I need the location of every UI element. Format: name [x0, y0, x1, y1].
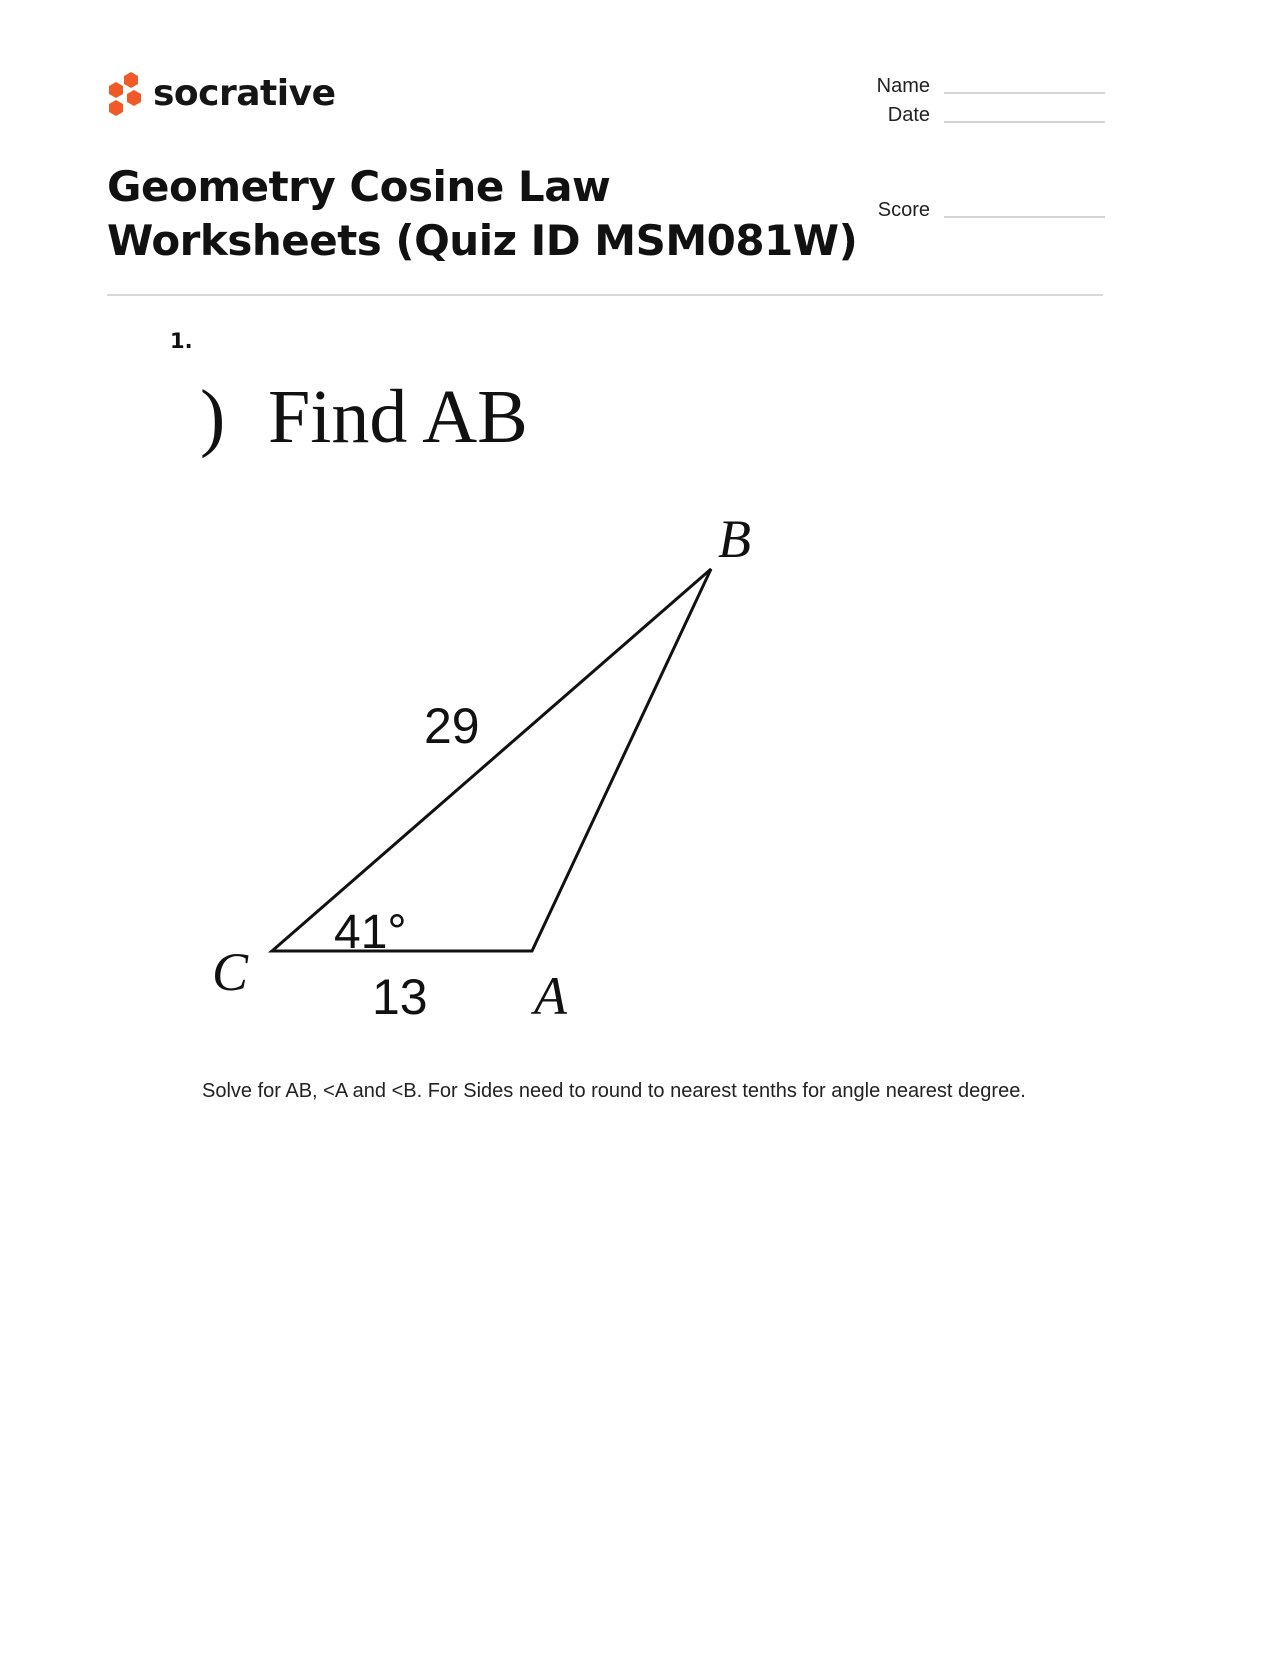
find-ab-heading: Find AB	[268, 375, 528, 459]
socrative-logo	[107, 70, 335, 118]
name-label: Name	[876, 75, 930, 97]
vertex-c-label: C	[212, 942, 249, 1002]
side-cb-length: 29	[424, 698, 480, 754]
hexagon-cluster-icon	[107, 70, 145, 118]
name-blank-line	[944, 92, 1105, 94]
vertex-b-label: B	[718, 509, 751, 569]
score-label: Score	[877, 199, 930, 221]
date-field	[860, 105, 1105, 125]
heading-paren: )	[200, 375, 226, 459]
logo-wordmark: socrative	[153, 73, 336, 114]
score-field	[860, 200, 1105, 220]
date-label: Date	[887, 104, 930, 126]
header-divider	[107, 294, 1103, 296]
question-figure	[190, 370, 810, 1035]
triangle-diagram	[190, 370, 810, 1030]
worksheet-title: Geometry Cosine Law Worksheets (Quiz ID MSM081W)	[107, 162, 858, 265]
triangle-shape	[272, 569, 711, 951]
score-blank-line	[944, 216, 1105, 218]
date-blank-line	[944, 121, 1105, 123]
angle-c-measure: 41°	[334, 906, 407, 959]
side-ca-length: 13	[372, 969, 428, 1025]
vertex-a-label: A	[534, 966, 567, 1026]
name-field	[860, 76, 1105, 96]
question-instruction: Solve for AB, <A and <B. For Sides need to round to nearest tenths for angle nearest degree.	[202, 1080, 1026, 1102]
question-number: 1.	[170, 329, 193, 353]
